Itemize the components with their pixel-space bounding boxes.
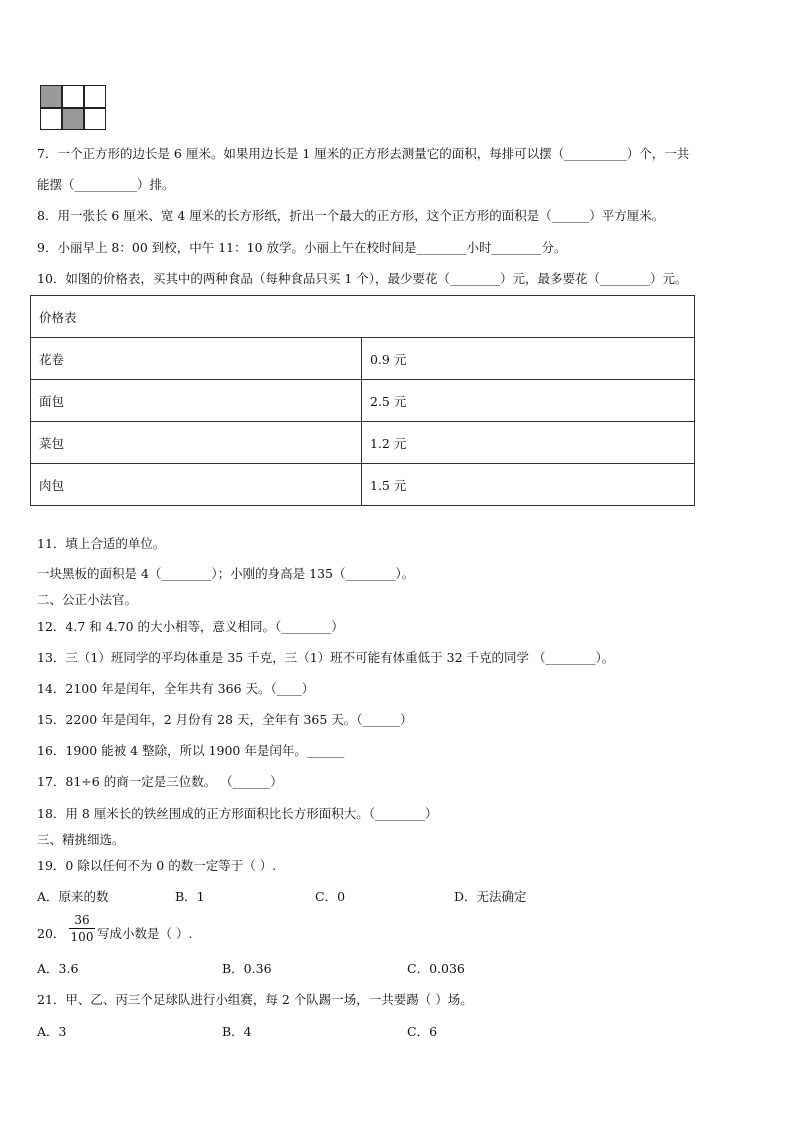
table-row <box>31 380 695 422</box>
grid-cell <box>62 85 84 108</box>
table-cell-price: 0.9 元 <box>362 338 695 380</box>
question-12: 12．4.7 和 4.70 的大小相等，意义相同。（________） <box>37 619 344 634</box>
table-cell-item: 面包 <box>31 380 362 422</box>
table-row <box>31 338 695 380</box>
question-14: 14．2100 年是闰年，全年共有 366 天。（____） <box>37 681 315 696</box>
option-a: A．原来的数 <box>37 889 109 904</box>
question-20-text: 写成小数是（ ）. <box>97 926 193 941</box>
option-c: C．0 <box>315 889 346 904</box>
question-7-continued: 能摆（__________）排。 <box>37 177 175 192</box>
fraction-numerator: 36 <box>74 913 90 927</box>
question-18: 18．用 8 厘米长的铁丝围成的正方形面积比长方形面积大。（________） <box>37 806 438 821</box>
fraction <box>69 913 95 944</box>
option-d: D．无法确定 <box>454 889 527 904</box>
question-17: 17．81÷6 的商一定是三位数。 （______） <box>37 774 283 789</box>
question-15: 15．2200 年是闰年，2 月份有 28 天，全年有 365 天。（______） <box>37 712 413 727</box>
option-c: C．6 <box>407 1024 438 1039</box>
question-19: 19．0 除以任何不为 0 的数一定等于（ ）. <box>37 858 277 873</box>
question-8: 8．用一张长 6 厘米、宽 4 厘米的长方形纸，折出一个最大的正方形，这个正方形的面积是（______）平方厘米。 <box>37 208 665 223</box>
question-16: 16．1900 能被 4 整除，所以 1900 年是闰年。______ <box>37 743 345 758</box>
table-row <box>31 464 695 506</box>
table-row <box>31 422 695 464</box>
option-a: A．3.6 <box>37 961 79 976</box>
option-b: B．4 <box>222 1024 252 1039</box>
table-cell-price: 2.5 元 <box>362 380 695 422</box>
table-cell-item: 菜包 <box>31 422 362 464</box>
question-20-number: 20． <box>37 926 66 941</box>
question-11: 11．填上合适的单位。 <box>37 536 166 551</box>
grid-cell-shaded <box>62 108 84 131</box>
fraction-bar <box>69 928 95 929</box>
option-c: C．0.036 <box>407 961 465 976</box>
table-header-row <box>31 296 695 338</box>
question-7: 7．一个正方形的边长是 6 厘米。如果用边长是 1 厘米的正方形去测量它的面积，每排可以摆（__________）个，一共 <box>37 146 690 161</box>
question-9: 9．小丽早上 8：00 到校，中午 11：10 放学。小丽上午在校时间是________小时________分。 <box>37 240 567 255</box>
question-10: 10．如图的价格表，买其中的两种食品（每种食品只买 1 个），最少要花（________）元，最多要花（________）元。 <box>37 271 688 286</box>
option-b: B．1 <box>175 889 205 904</box>
grid-cell <box>84 108 106 131</box>
option-b: B．0.36 <box>222 961 272 976</box>
fraction-denominator: 100 <box>70 930 94 944</box>
section-3-heading: 三、精挑细选。 <box>37 832 125 847</box>
section-2-heading: 二、公正小法官。 <box>37 592 138 607</box>
table-cell-item: 肉包 <box>31 464 362 506</box>
grid-cell <box>84 85 106 108</box>
square-grid-figure <box>40 85 106 130</box>
option-a: A．3 <box>37 1024 67 1039</box>
table-cell-price: 1.5 元 <box>362 464 695 506</box>
question-11-blanks: 一块黑板的面积是 4（________）；小刚的身高是 135（________）。 <box>37 566 415 581</box>
question-13: 13．三（1）班同学的平均体重是 35 千克，三（1）班不可能有体重低于 32 千克的同学 （________）。 <box>37 650 615 665</box>
question-21: 21．甲、乙、丙三个足球队进行小组赛，每 2 个队踢一场，一共要踢（ ）场。 <box>37 992 473 1007</box>
grid-cell <box>40 108 62 131</box>
grid-cell-shaded <box>40 85 62 108</box>
table-title: 价格表 <box>31 296 695 338</box>
table-cell-item: 花卷 <box>31 338 362 380</box>
table-cell-price: 1.2 元 <box>362 422 695 464</box>
price-table <box>30 295 695 506</box>
